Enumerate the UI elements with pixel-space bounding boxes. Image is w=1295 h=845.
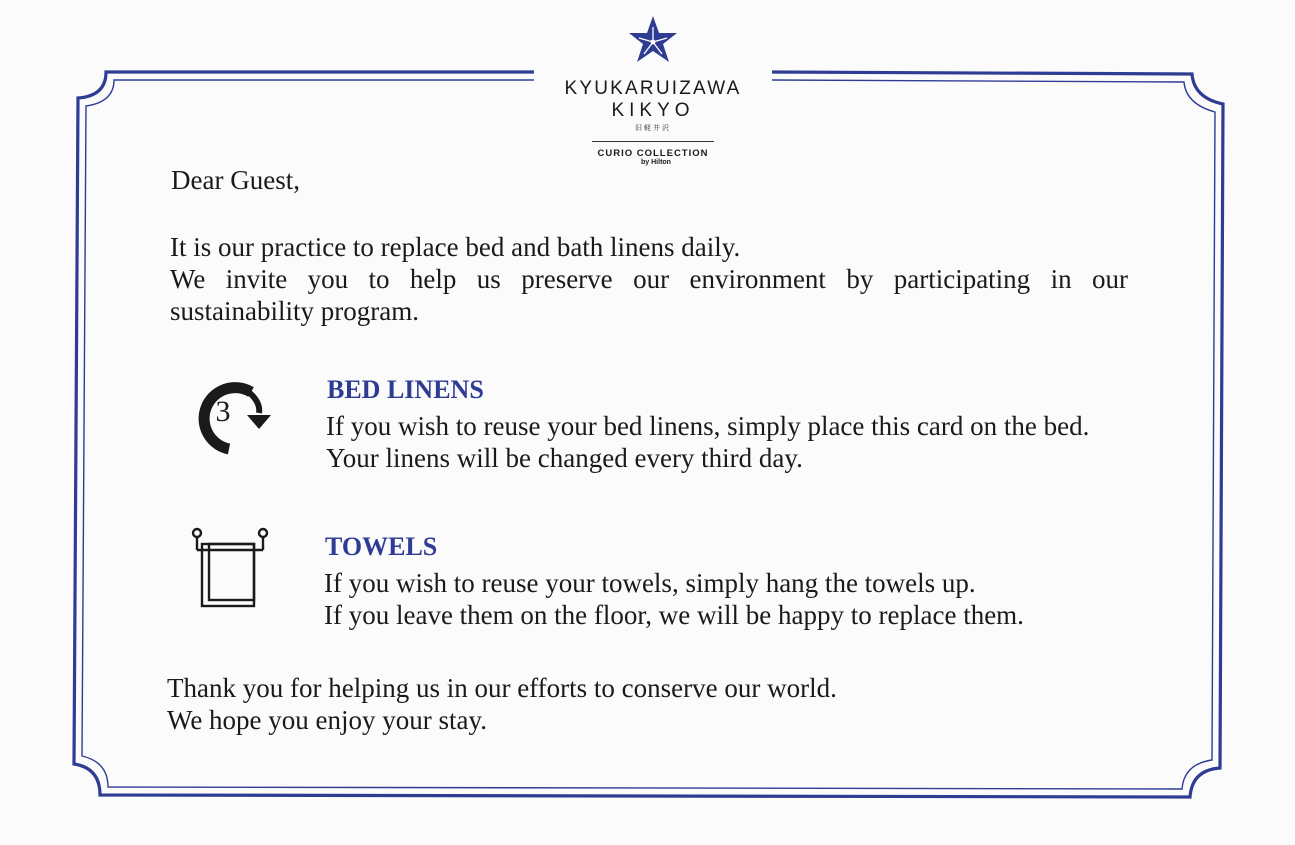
towel-rack-icon [188, 526, 270, 612]
collection-name: CURIO COLLECTION [597, 148, 709, 159]
logo-divider [592, 141, 714, 142]
towels-text [324, 567, 1024, 631]
collection-by: by Hilton [641, 159, 671, 166]
greeting: Dear Guest, [171, 165, 300, 195]
hotel-name-line1: KYUKARUIZAWA [564, 78, 742, 99]
towels-heading: TOWELS [325, 532, 438, 561]
bed-linens-line-1: If you wish to reuse your bed linens, simply place this card on the bed. [326, 411, 1090, 441]
hotel-logo [540, 14, 766, 167]
cycle-number: 3 [215, 395, 231, 428]
towels-line-2: If you leave them on the floor, we will be happy to replace them. [324, 600, 1024, 630]
kikyo-flower-icon [626, 14, 680, 68]
bed-linens-heading: BED LINENS [327, 375, 484, 404]
towels-line-1: If you wish to reuse your towels, simply hang the towels up. [324, 568, 976, 598]
hotel-name-line2: KIKYO [611, 100, 695, 121]
closing-line-1: Thank you for helping us in our efforts to conserve our world. [167, 673, 837, 703]
closing-line-2: We hope you enjoy your stay. [167, 705, 488, 735]
bed-linens-text [326, 410, 1089, 474]
hotel-name-kanji: 旧軽井沢 [635, 124, 671, 132]
intro-line-1: It is our practice to replace bed and bath linens daily. [170, 232, 741, 262]
closing-paragraph [167, 672, 837, 736]
intro-line-3: sustainability program. [170, 296, 419, 326]
three-day-cycle-icon [183, 367, 275, 455]
hotel-name [540, 78, 766, 122]
bed-linens-line-2: Your linens will be changed every third day. [326, 443, 803, 473]
intro-line-2: We invite you to help us preserve our environment by participating in our [170, 264, 1128, 294]
intro-paragraph [170, 231, 1128, 327]
